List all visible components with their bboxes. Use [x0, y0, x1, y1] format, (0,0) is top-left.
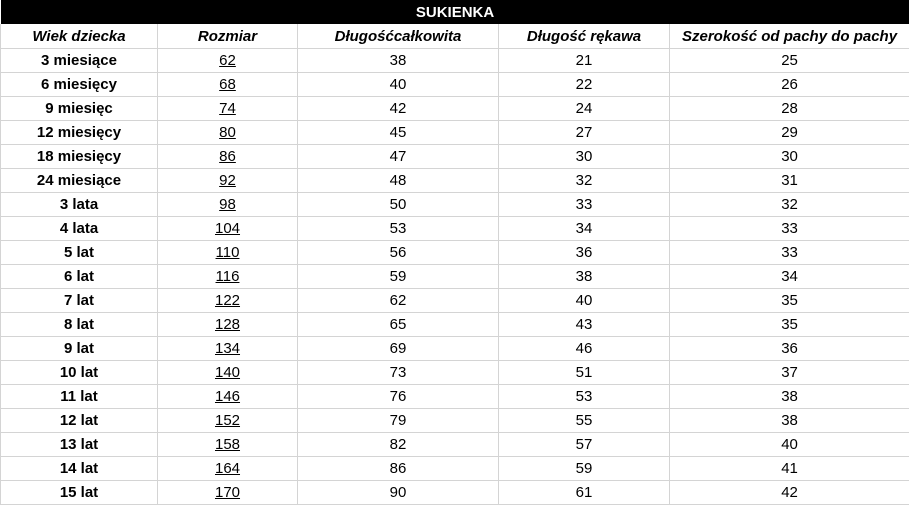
size-cell: 92 [158, 169, 298, 193]
sleeve-length-cell: 32 [499, 169, 670, 193]
age-cell: 4 lata [1, 217, 158, 241]
age-cell: 10 lat [1, 361, 158, 385]
total-length-cell: 38 [298, 49, 499, 73]
total-length-cell: 79 [298, 409, 499, 433]
size-cell: 68 [158, 73, 298, 97]
table-row [1, 169, 909, 193]
table-row [1, 217, 909, 241]
armpit-width-cell: 35 [670, 289, 909, 313]
size-cell: 122 [158, 289, 298, 313]
sleeve-length-cell: 24 [499, 97, 670, 121]
armpit-width-cell: 30 [670, 145, 909, 169]
size-cell: 128 [158, 313, 298, 337]
size-cell: 86 [158, 145, 298, 169]
sleeve-length-cell: 43 [499, 313, 670, 337]
table-body [1, 49, 909, 505]
table-row [1, 265, 909, 289]
total-length-cell: 69 [298, 337, 499, 361]
armpit-width-cell: 36 [670, 337, 909, 361]
age-cell: 13 lat [1, 433, 158, 457]
age-cell: 24 miesiące [1, 169, 158, 193]
total-length-cell: 86 [298, 457, 499, 481]
age-cell: 7 lat [1, 289, 158, 313]
size-cell: 164 [158, 457, 298, 481]
armpit-width-cell: 38 [670, 409, 909, 433]
table-row [1, 97, 909, 121]
column-header-age: Wiek dziecka [1, 24, 158, 49]
total-length-cell: 48 [298, 169, 499, 193]
table-row [1, 337, 909, 361]
sleeve-length-cell: 21 [499, 49, 670, 73]
sleeve-length-cell: 33 [499, 193, 670, 217]
age-cell: 6 miesięcy [1, 73, 158, 97]
sleeve-length-cell: 22 [499, 73, 670, 97]
total-length-cell: 73 [298, 361, 499, 385]
armpit-width-cell: 42 [670, 481, 909, 505]
table-title: SUKIENKA [1, 0, 909, 24]
age-cell: 3 lata [1, 193, 158, 217]
armpit-width-cell: 40 [670, 433, 909, 457]
armpit-width-cell: 38 [670, 385, 909, 409]
table-row [1, 433, 909, 457]
sleeve-length-cell: 40 [499, 289, 670, 313]
table-row [1, 121, 909, 145]
size-cell: 74 [158, 97, 298, 121]
sleeve-length-cell: 27 [499, 121, 670, 145]
table-title-row [1, 0, 909, 24]
table-row [1, 409, 909, 433]
age-cell: 18 miesięcy [1, 145, 158, 169]
table-row [1, 457, 909, 481]
age-cell: 14 lat [1, 457, 158, 481]
table-row [1, 145, 909, 169]
sleeve-length-cell: 53 [499, 385, 670, 409]
armpit-width-cell: 37 [670, 361, 909, 385]
sleeve-length-cell: 30 [499, 145, 670, 169]
column-header-size: Rozmiar [158, 24, 298, 49]
table-row [1, 313, 909, 337]
age-cell: 5 lat [1, 241, 158, 265]
size-cell: 146 [158, 385, 298, 409]
sleeve-length-cell: 36 [499, 241, 670, 265]
sleeve-length-cell: 55 [499, 409, 670, 433]
total-length-cell: 50 [298, 193, 499, 217]
total-length-cell: 90 [298, 481, 499, 505]
sleeve-length-cell: 61 [499, 481, 670, 505]
column-header-armpit-width: Szerokość od pachy do pachy [670, 24, 909, 49]
table-header-row [1, 24, 909, 49]
armpit-width-cell: 29 [670, 121, 909, 145]
column-header-total-length: Długośćcałkowita [298, 24, 499, 49]
size-cell: 170 [158, 481, 298, 505]
size-cell: 158 [158, 433, 298, 457]
size-cell: 134 [158, 337, 298, 361]
armpit-width-cell: 35 [670, 313, 909, 337]
total-length-cell: 40 [298, 73, 499, 97]
sleeve-length-cell: 46 [499, 337, 670, 361]
age-cell: 11 lat [1, 385, 158, 409]
total-length-cell: 65 [298, 313, 499, 337]
age-cell: 12 miesięcy [1, 121, 158, 145]
total-length-cell: 82 [298, 433, 499, 457]
size-cell: 116 [158, 265, 298, 289]
armpit-width-cell: 26 [670, 73, 909, 97]
total-length-cell: 59 [298, 265, 499, 289]
sleeve-length-cell: 38 [499, 265, 670, 289]
armpit-width-cell: 25 [670, 49, 909, 73]
size-cell: 140 [158, 361, 298, 385]
age-cell: 8 lat [1, 313, 158, 337]
size-cell: 110 [158, 241, 298, 265]
age-cell: 12 lat [1, 409, 158, 433]
size-cell: 80 [158, 121, 298, 145]
armpit-width-cell: 32 [670, 193, 909, 217]
size-cell: 152 [158, 409, 298, 433]
armpit-width-cell: 33 [670, 241, 909, 265]
armpit-width-cell: 41 [670, 457, 909, 481]
table-row [1, 361, 909, 385]
sleeve-length-cell: 59 [499, 457, 670, 481]
table-row [1, 481, 909, 505]
age-cell: 15 lat [1, 481, 158, 505]
armpit-width-cell: 33 [670, 217, 909, 241]
age-cell: 6 lat [1, 265, 158, 289]
sleeve-length-cell: 51 [499, 361, 670, 385]
total-length-cell: 42 [298, 97, 499, 121]
age-cell: 9 lat [1, 337, 158, 361]
total-length-cell: 53 [298, 217, 499, 241]
size-cell: 98 [158, 193, 298, 217]
total-length-cell: 45 [298, 121, 499, 145]
table-row [1, 73, 909, 97]
table-row [1, 385, 909, 409]
armpit-width-cell: 31 [670, 169, 909, 193]
size-cell: 62 [158, 49, 298, 73]
sleeve-length-cell: 34 [499, 217, 670, 241]
total-length-cell: 47 [298, 145, 499, 169]
table-row [1, 289, 909, 313]
armpit-width-cell: 34 [670, 265, 909, 289]
age-cell: 3 miesiące [1, 49, 158, 73]
total-length-cell: 62 [298, 289, 499, 313]
table-row [1, 49, 909, 73]
table-row [1, 193, 909, 217]
age-cell: 9 miesięc [1, 97, 158, 121]
size-cell: 104 [158, 217, 298, 241]
column-header-sleeve-length: Długość rękawa [499, 24, 670, 49]
armpit-width-cell: 28 [670, 97, 909, 121]
sleeve-length-cell: 57 [499, 433, 670, 457]
total-length-cell: 56 [298, 241, 499, 265]
total-length-cell: 76 [298, 385, 499, 409]
table-row [1, 241, 909, 265]
